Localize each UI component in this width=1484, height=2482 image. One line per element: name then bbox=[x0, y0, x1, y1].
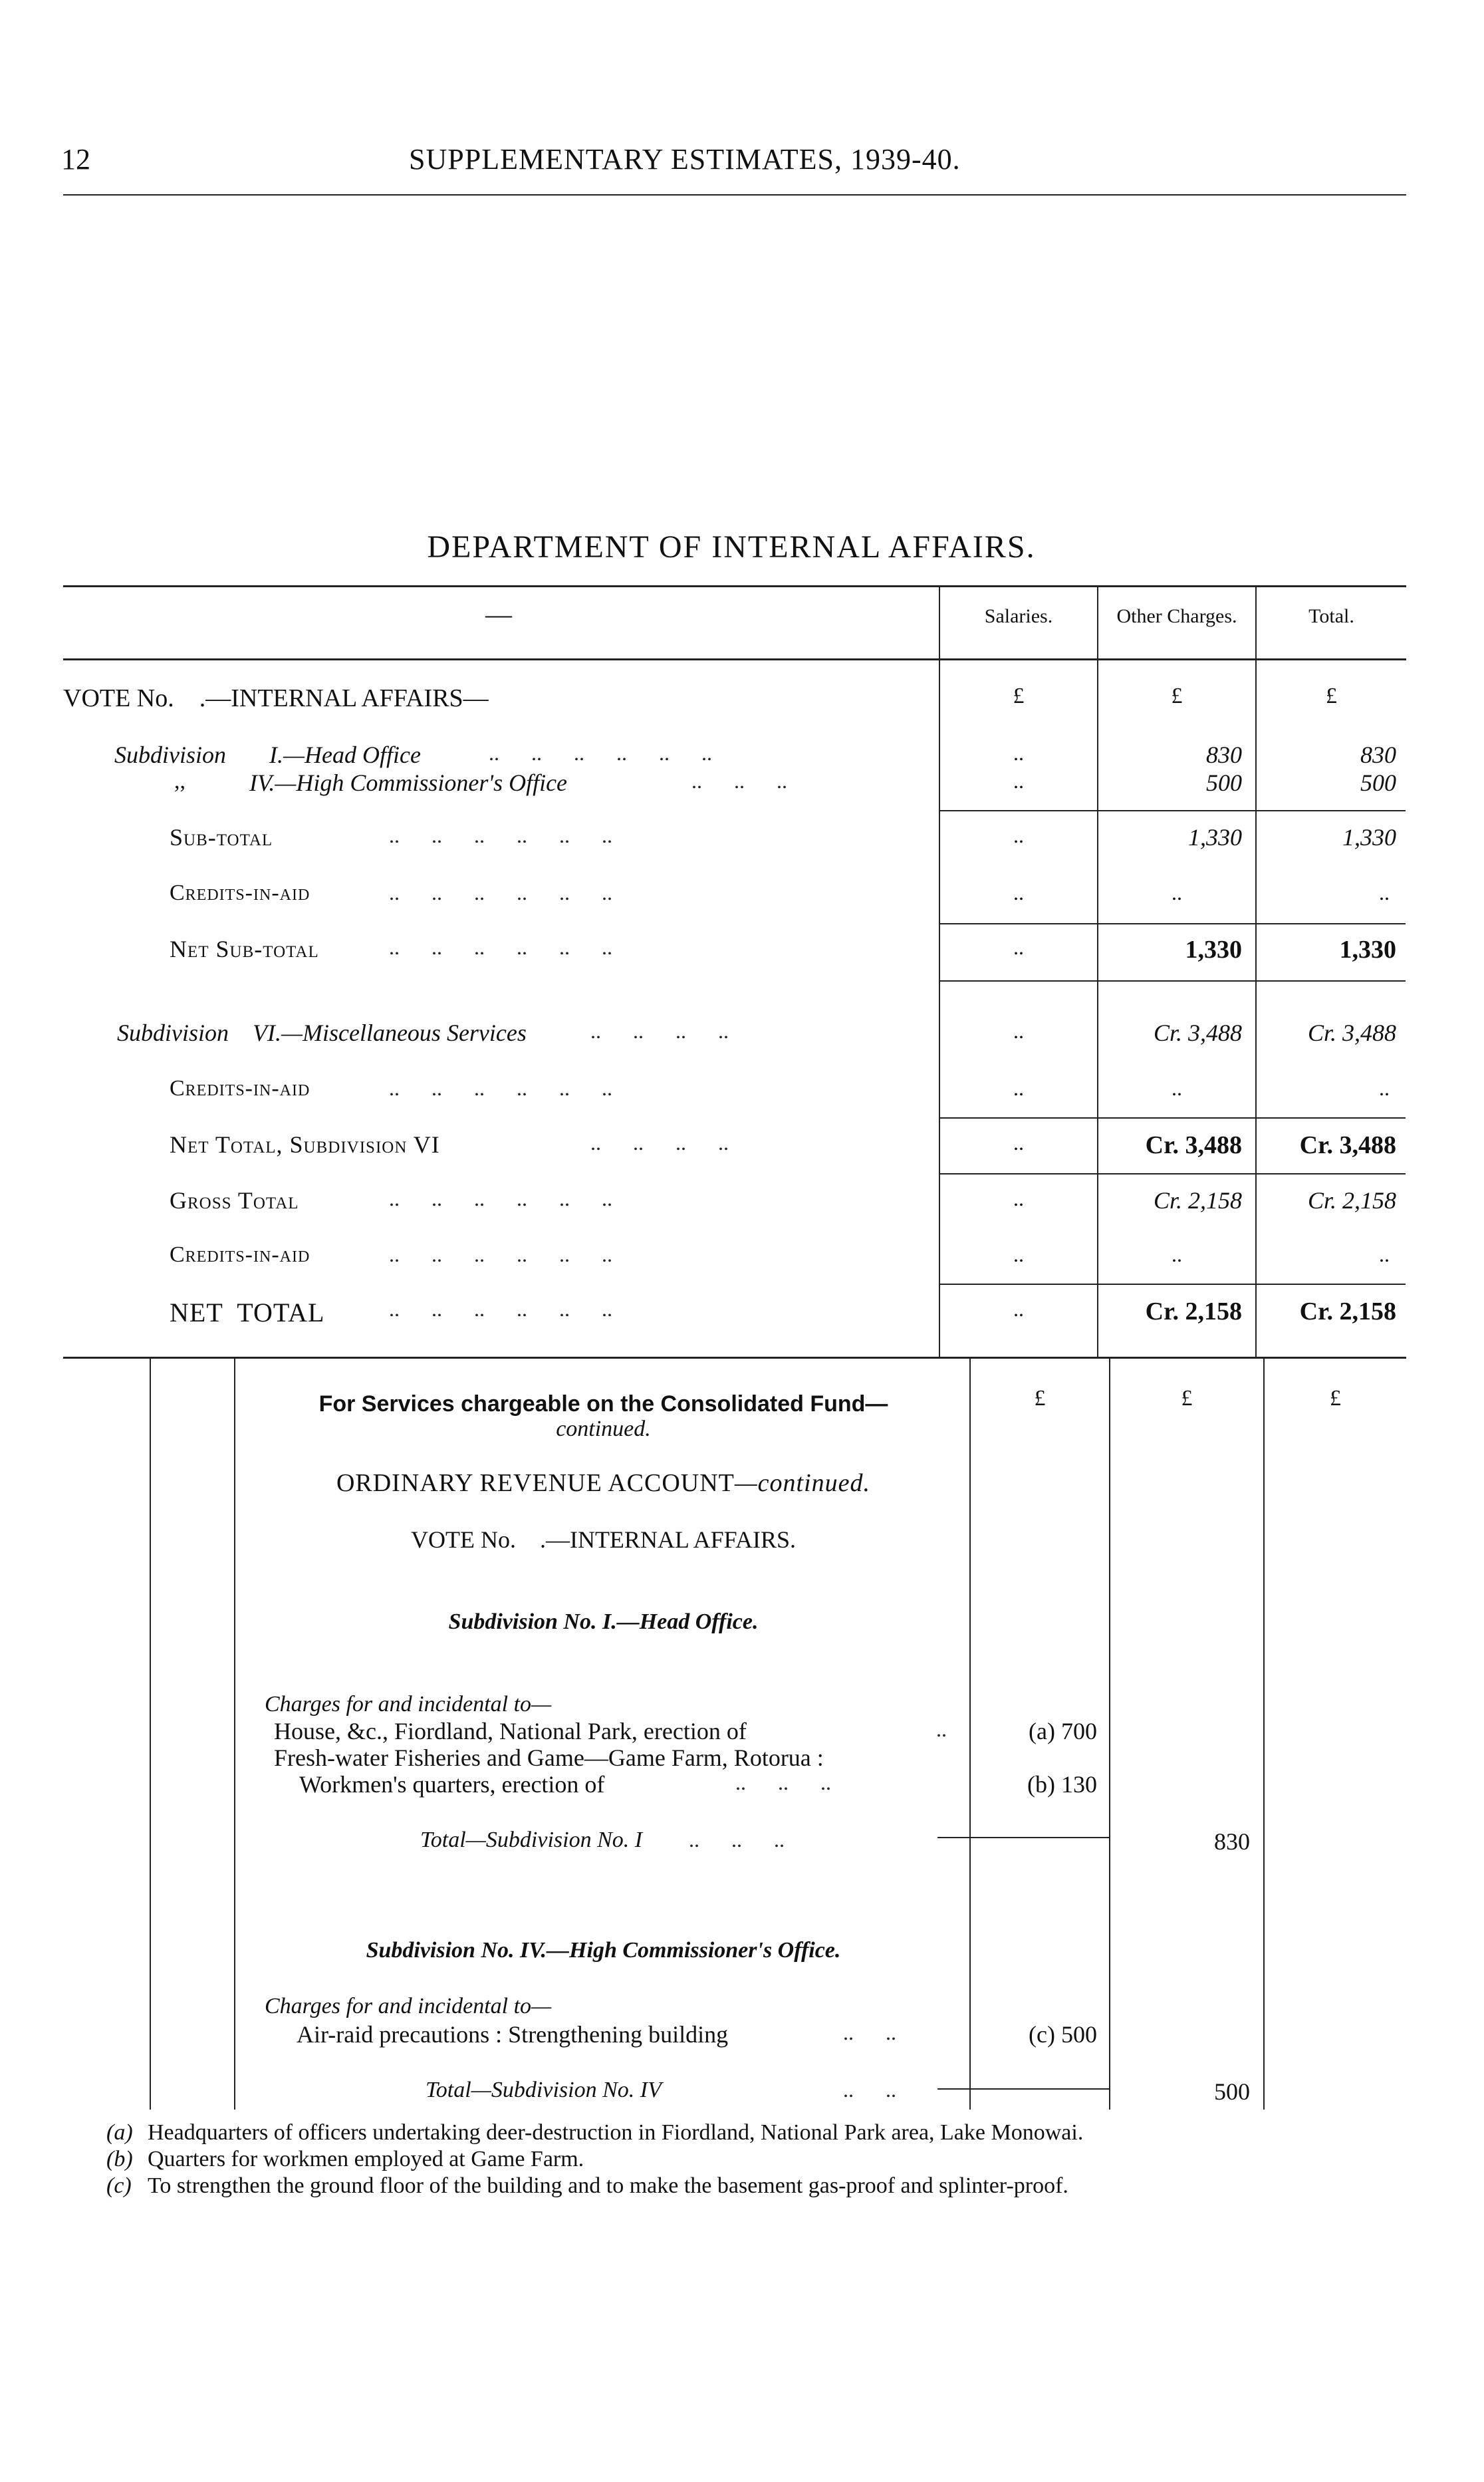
row-salaries: .. bbox=[1013, 1186, 1024, 1210]
row-label: IV.—High Commissioner's Office bbox=[249, 769, 568, 796]
col-header-salaries: Salaries. bbox=[984, 605, 1053, 627]
sub4-total-dots: .. .. bbox=[843, 2078, 896, 2102]
sub1-line3: Workmen's quarters, erection of bbox=[299, 1771, 605, 1798]
sub4-total-label: Total—Subdivision No. IV bbox=[426, 2078, 662, 2102]
detail-col-divider bbox=[1263, 1358, 1265, 2110]
services-continued: continued. bbox=[556, 1417, 651, 1441]
row-leader-dots: .. .. .. .. .. .. bbox=[389, 823, 612, 847]
sub1-total-label: Total—Subdivision No. I bbox=[420, 1828, 643, 1852]
sub1-line1-dots: .. bbox=[936, 1717, 947, 1741]
row-total: Cr. 2,158 bbox=[1307, 1187, 1396, 1214]
currency-total: £ bbox=[1326, 684, 1337, 708]
sub4-line1-amount: (c) 500 bbox=[1029, 2021, 1097, 2048]
row-total: .. bbox=[1379, 1242, 1390, 1266]
row-salaries: .. bbox=[1013, 1297, 1024, 1321]
detail-currency-a: £ bbox=[1034, 1386, 1046, 1411]
row-total: 830 bbox=[1360, 742, 1396, 768]
sub1-total-amount: 830 bbox=[1214, 1828, 1250, 1855]
footnote-mark: (b) bbox=[106, 2147, 133, 2171]
row-salaries: .. bbox=[1013, 1019, 1024, 1043]
row-label: Net Total, Subdivision VI bbox=[170, 1131, 440, 1158]
row-label: I.—Head Office bbox=[269, 742, 421, 768]
account-heading bbox=[239, 1468, 967, 1498]
sub1-total-rule bbox=[937, 1837, 1109, 1838]
sub1-line3-dots: .. .. .. bbox=[735, 1770, 831, 1794]
summary-bottom-rule bbox=[63, 1357, 1406, 1359]
account-heading-continued: —continued. bbox=[734, 1469, 871, 1497]
row-salaries: .. bbox=[1013, 881, 1024, 904]
row-other-charges: Cr. 2,158 bbox=[1153, 1187, 1242, 1214]
row-leader-dots: .. .. .. .. .. .. bbox=[389, 1186, 612, 1210]
row-label: NET TOTAL bbox=[170, 1298, 325, 1327]
row-label: Credits-in-aid bbox=[170, 1242, 310, 1267]
row-label: Gross Total bbox=[170, 1187, 299, 1214]
detail-vote-heading: VOTE No. .—INTERNAL AFFAIRS. bbox=[410, 1526, 796, 1553]
row-total: Cr. 3,488 bbox=[1307, 1020, 1396, 1046]
row-label: VI.—Miscellaneous Services bbox=[253, 1020, 527, 1046]
row-salaries: .. bbox=[1013, 935, 1024, 959]
row-other-charges: 1,330 bbox=[1188, 824, 1242, 851]
sub4-heading: Subdivision No. IV.—High Commissioner's Office. bbox=[366, 1938, 841, 1963]
sub4-line1-dots: .. .. bbox=[843, 2020, 896, 2044]
net-total-vi-rule bbox=[940, 1117, 1406, 1119]
summary-vote-heading: VOTE No. .—INTERNAL AFFAIRS— bbox=[63, 684, 489, 712]
col-header-total: Total. bbox=[1308, 605, 1354, 627]
running-title: SUPPLEMENTARY ESTIMATES, 1939-40. bbox=[409, 143, 961, 176]
row-other-charges: 830 bbox=[1206, 742, 1242, 768]
department-title: DEPARTMENT OF INTERNAL AFFAIRS. bbox=[427, 529, 1036, 565]
row-total: Cr. 3,488 bbox=[1299, 1131, 1396, 1159]
footnote-mark: (c) bbox=[106, 2173, 132, 2198]
account-heading-text: ORDINARY REVENUE ACCOUNT bbox=[336, 1469, 735, 1497]
detail-col-divider bbox=[1109, 1358, 1110, 2110]
net-subtotal-rule bbox=[940, 923, 1406, 924]
row-total: .. bbox=[1379, 881, 1390, 904]
row-total: 1,330 bbox=[1342, 824, 1396, 851]
row-label: Credits-in-aid bbox=[170, 881, 310, 905]
sub1-line3-amount: (b) 130 bbox=[1027, 1771, 1097, 1798]
row-leader-dots: .. .. .. .. .. .. bbox=[489, 741, 712, 765]
row-leader-dots: .. .. .. .. bbox=[590, 1019, 729, 1043]
row-salaries: .. bbox=[1013, 823, 1024, 847]
sub1-total-dots: .. .. .. bbox=[689, 1828, 785, 1852]
row-total: 500 bbox=[1360, 769, 1396, 796]
detail-currency-c: £ bbox=[1330, 1386, 1341, 1411]
row-label-prefix: Subdivision bbox=[114, 742, 226, 768]
gross-total-rule bbox=[940, 1173, 1406, 1174]
row-other-charges: .. bbox=[1172, 1242, 1182, 1266]
row-total: Cr. 2,158 bbox=[1299, 1298, 1396, 1325]
subtotal-rule bbox=[940, 810, 1406, 811]
row-leader-dots: .. .. .. .. .. .. bbox=[389, 1076, 612, 1100]
row-label-prefix: ,, bbox=[174, 769, 186, 793]
summary-header-rule bbox=[63, 658, 1406, 660]
sub1-line2: Fresh-water Fisheries and Game—Game Farm, Rotorua : bbox=[274, 1744, 824, 1771]
row-other-charges: 1,330 bbox=[1185, 936, 1242, 964]
row-salaries: .. bbox=[1013, 769, 1024, 793]
page-number: 12 bbox=[61, 143, 90, 176]
col-header-blank: — bbox=[485, 599, 512, 629]
footnote-mark: (a) bbox=[106, 2120, 133, 2145]
sub4-line1: Air-raid precautions : Strengthening building bbox=[297, 2021, 729, 2048]
row-leader-dots: .. .. .. .. .. .. bbox=[389, 1297, 612, 1321]
row-label: Sub-total bbox=[170, 824, 273, 851]
row-label-prefix: Subdivision bbox=[117, 1020, 229, 1046]
row-total: 1,330 bbox=[1339, 936, 1396, 964]
row-total: .. bbox=[1379, 1076, 1390, 1100]
sub1-charges-heading: Charges for and incidental to— bbox=[265, 1692, 552, 1717]
row-other-charges: 500 bbox=[1206, 769, 1242, 796]
row-salaries: .. bbox=[1013, 741, 1024, 765]
sub4-charges-heading: Charges for and incidental to— bbox=[265, 1994, 552, 2018]
detail-margin-rule bbox=[150, 1358, 151, 2110]
summary-top-rule bbox=[63, 585, 1406, 587]
row-leader-dots: .. .. .. bbox=[691, 769, 787, 793]
row-leader-dots: .. .. .. .. .. .. bbox=[389, 881, 612, 904]
row-leader-dots: .. .. .. .. .. .. bbox=[389, 1242, 612, 1266]
row-label: Net Sub-total bbox=[170, 936, 319, 962]
net-total-rule bbox=[940, 1284, 1406, 1285]
sub4-total-rule bbox=[937, 2088, 1109, 2090]
col-header-other-charges: Other Charges. bbox=[1116, 605, 1237, 627]
row-other-charges: .. bbox=[1172, 1076, 1182, 1100]
services-heading: For Services chargeable on the Consolidated Fund— bbox=[318, 1391, 888, 1417]
currency-salaries: £ bbox=[1013, 684, 1025, 708]
sub1-heading: Subdivision No. I.—Head Office. bbox=[448, 1609, 759, 1634]
row-other-charges: Cr. 3,488 bbox=[1145, 1131, 1242, 1159]
detail-currency-b: £ bbox=[1181, 1386, 1193, 1411]
row-salaries: .. bbox=[1013, 1242, 1024, 1266]
footnote-text: Headquarters of officers undertaking deer-destruction in Fiordland, National Park area, Lake Monowai. bbox=[148, 2120, 1084, 2145]
row-label: Credits-in-aid bbox=[170, 1076, 310, 1101]
sub1-line1: House, &c., Fiordland, National Park, erection of bbox=[274, 1718, 747, 1744]
sub1-line1-amount: (a) 700 bbox=[1029, 1718, 1097, 1744]
footnote-text: To strengthen the ground floor of the building and to make the basement gas-proof and splinter-proof. bbox=[148, 2173, 1068, 2198]
row-other-charges: .. bbox=[1172, 881, 1182, 904]
row-other-charges: Cr. 3,488 bbox=[1153, 1020, 1242, 1046]
currency-other: £ bbox=[1171, 684, 1183, 708]
sub4-total-amount: 500 bbox=[1214, 2078, 1250, 2105]
detail-margin-rule bbox=[234, 1358, 235, 2110]
row-salaries: .. bbox=[1013, 1076, 1024, 1100]
footnote-text: Quarters for workmen employed at Game Farm. bbox=[148, 2147, 584, 2171]
row-leader-dots: .. .. .. .. .. .. bbox=[389, 935, 612, 959]
header-rule bbox=[63, 194, 1406, 196]
row-salaries: .. bbox=[1013, 1131, 1024, 1155]
row-leader-dots: .. .. .. .. bbox=[590, 1131, 729, 1155]
section-rule bbox=[940, 980, 1406, 982]
row-other-charges: Cr. 2,158 bbox=[1145, 1298, 1242, 1325]
